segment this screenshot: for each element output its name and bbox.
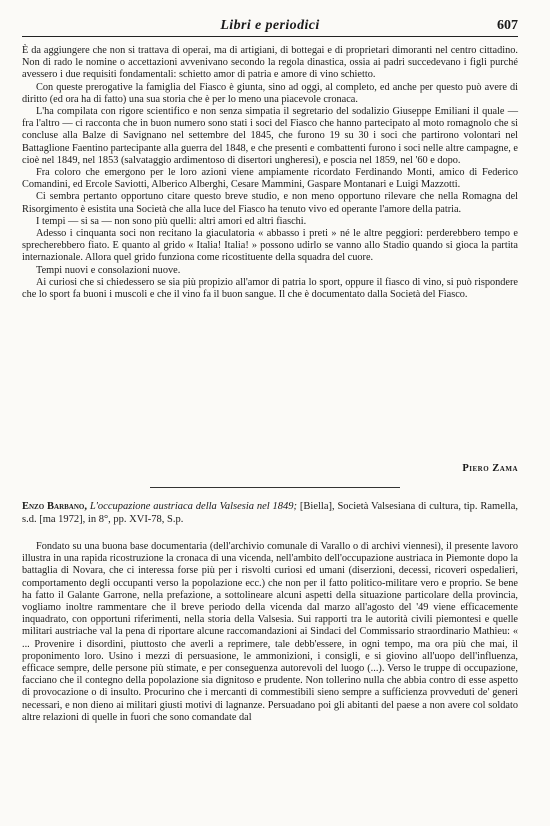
paragraph: Con queste prerogative la famiglia del Fiasco è giunta, sino ad oggi, al completo, ed anche per questo può avere di diritto (ed ora ha di fatto) una sua storia che è per lo meno una piacevole cronaca. [22,81,518,105]
review-publication-details: [Biella], Società Valsesiana di cultura, tip. Ramella, s.d. [ma 1972], in 8°, pp. XVI-78, S.p. [22,501,519,525]
paragraph: Tempi nuovi e consolazioni nuove. [36,264,181,276]
review-author: Enzo Barbano, [22,501,87,512]
paragraph: L'ha compilata con rigore scientifico e non senza simpatia il segretario del sodalizio Giuseppe Emiliani il quale — fra l'altro — ci racconta che in buon numero sono stati i soci del Fiasco che hanno partecipato al moto romagnolo che si concluse alla Balze di Savignano nel settembre del 1845, che furono 19 su 30 i soci che partirono volontari nel Battaglione Faentino partecipante alla guerra del 1848, e che presenti e combattenti furono i soci nelle altre campagne, e cioè nel 1849, nel 1853 (salvataggio ardimentoso di disertori ungheresi), e poscia nel 1859, nel '60 e dopo. [22,106,518,166]
section-divider [150,487,400,488]
review-book-title: L'occupazione austriaca della Valsesia nel 1849; [89,501,298,512]
review-body [22,541,518,724]
page-number: 607 [497,18,518,33]
review-heading [22,500,518,526]
article-body [22,45,518,301]
author-signature: Piero Zama [462,463,518,474]
paragraph: I tempi — si sa — non sono più quelli: altri amori ed altri fiaschi. [36,215,307,227]
paragraph: Fra coloro che emergono per le loro azioni viene ampiamente ricordato Ferdinando Monti, amico di Federico Comandini, ed Ercole Saviotti, Alberico Alberghi, Cesare Mammini, Gaspare Montanari e Luigi Mazzotti. [22,167,518,191]
paragraph: È da aggiungere che non si trattava di operai, ma di artigiani, di bottegai e di proprietari dimoranti nel centro cittadino. Non di rado le nomine o accettazioni avvenivano secondo la regola dinastica, ossia ai padri succedevano i figli purché avessero i due requisiti fondamentali: schietto amor di patria e amore di vino schietto. [22,45,518,81]
paragraph: Ai curiosi che si chiedessero se sia più propizio all'amor di patria lo sport, oppure il fiasco di vino, si può rispondere che lo sport fa buoni i muscoli e che il vino fa il buon sangue. Il che è documentato dalla Società del Fiasco. [22,276,518,301]
paragraph: Fondato su una buona base documentaria (dell'archivio comunale di Varallo o di archivi viennesi), il presente lavoro illustra in una rapida ricostruzione la cronaca di una vicenda, nell'ambito dell'occupazione austriaca in Piemonte dopo la battaglia di Novara, che ci interessa forse più per i risvolti curiosi ed umani (diserzioni, decessi, ricoveri ospedalieri, comportamento degli occupanti verso la popolazione ecc.) che non per il fatto politico-militare vero e proprio. Se bene ha fatto il Galante Garrone, nella prefazione, a sottolineare alcuni aspetti della situazione particolare della provincia, vogliamo inoltre rammentare che il breve periodo della vicenda dal marzo all'agosto del '49 viene efficacemente inquadrato, con opportuni riferimenti, nella storia della Valsesia. Sui rapporti tra le autorità civili piemontesi e quelle militari austriache val la pena di riportare alcune raccomandazioni ai Sindaci del Commissario straordinario Mathieu: « ... Provenire i disordini, piuttosto che averli a reprimere, tale debb'essere, in ogni tempo, ma ora più che mai, il proponimento loro. Usino i mezzi di persuasione, le ammonizioni, i consigli, e si giovino all'uopo dell'influenza, efficace sempre, delle persone più stimate, e per conseguenza autorevoli del luogo (...). Verso le truppe di occupazione, facciano che il contegno della popolazione sia dignitoso e prudente. Non tollerino nulla che abbia contro di esse aspetto di provocazione o di insulto. Procurino che i mercanti di commestibili sieno sempre a sufficienza provveduti de' generi necessari, e non dieno ai militari giusti motivi di lagnanze. Persuadano poi gli abitanti del paese a non avere col soldato altre relazioni di quelle in fuori che sono comandate dal [22,541,518,723]
paragraph: Ci sembra pertanto opportuno citare questo breve studio, e non meno opportuno rilevare che nella Romagna del Risorgimento è esistita una Società che alla luce del Fiasco ha tenuto vivo ed operante l'amore della patria. [22,191,518,215]
running-header [22,18,518,37]
paragraph: Adesso i cinquanta soci non recitano la giaculatoria « abbasso i preti » né le altre peggiori: perderebbero tempo e sprecherebbero fiato. E quanto al grido « Italia! Italia! » possono udirlo se vanno allo Stadio quando si gioca la partita internazionale. Allora quel grido funziona come ricostituente della squadra del cuore. [22,228,518,264]
section-title: Libri e periodici [220,18,320,33]
